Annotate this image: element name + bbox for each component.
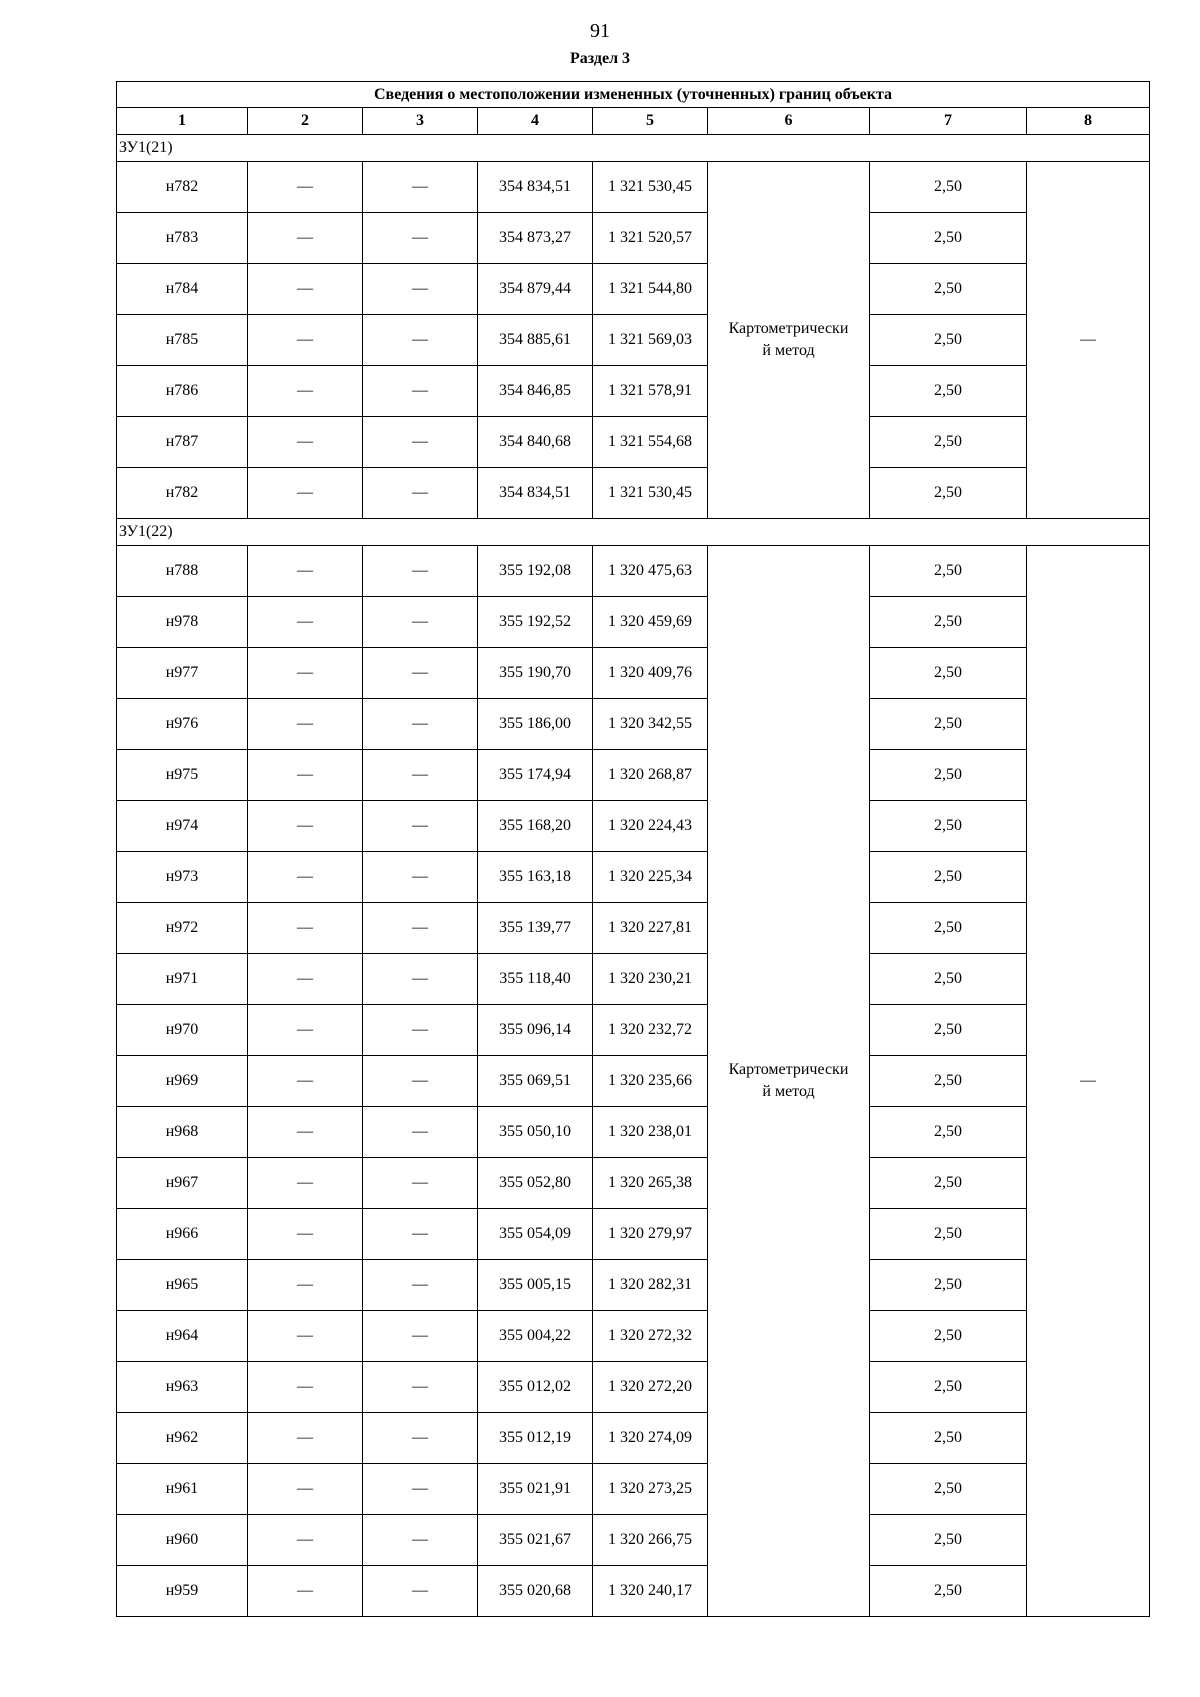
table-row	[117, 1362, 1150, 1413]
col2-cell: —	[248, 1464, 363, 1515]
col2-cell: —	[248, 699, 363, 750]
table-row	[117, 546, 1150, 597]
col3-cell: —	[363, 1515, 478, 1566]
table-row	[117, 1413, 1150, 1464]
column-header: 3	[363, 108, 478, 135]
col3-cell: —	[363, 417, 478, 468]
col8-cell: —	[1027, 162, 1150, 519]
point-name-cell: н975	[117, 750, 248, 801]
table-row	[117, 417, 1150, 468]
accuracy-cell: 2,50	[870, 852, 1027, 903]
x-coordinate-cell: 355 118,40	[478, 954, 593, 1005]
accuracy-cell: 2,50	[870, 1362, 1027, 1413]
col2-cell: —	[248, 213, 363, 264]
point-name-cell: н782	[117, 162, 248, 213]
col3-cell: —	[363, 1056, 478, 1107]
table-row	[117, 1464, 1150, 1515]
point-name-cell: н785	[117, 315, 248, 366]
col2-cell: —	[248, 162, 363, 213]
point-name-cell: н968	[117, 1107, 248, 1158]
column-header: 6	[708, 108, 870, 135]
col2-cell: —	[248, 1311, 363, 1362]
col2-cell: —	[248, 417, 363, 468]
group-label: ЗУ1(21)	[117, 135, 1150, 162]
x-coordinate-cell: 354 846,85	[478, 366, 593, 417]
x-coordinate-cell: 355 069,51	[478, 1056, 593, 1107]
point-name-cell: н977	[117, 648, 248, 699]
point-name-cell: н973	[117, 852, 248, 903]
point-name-cell: н976	[117, 699, 248, 750]
x-coordinate-cell: 354 834,51	[478, 468, 593, 519]
y-coordinate-cell: 1 320 238,01	[593, 1107, 708, 1158]
table-row	[117, 264, 1150, 315]
table-row	[117, 954, 1150, 1005]
col2-cell: —	[248, 1107, 363, 1158]
y-coordinate-cell: 1 321 530,45	[593, 162, 708, 213]
col2-cell: —	[248, 954, 363, 1005]
point-name-cell: н970	[117, 1005, 248, 1056]
point-name-cell: н972	[117, 903, 248, 954]
col3-cell: —	[363, 468, 478, 519]
col3-cell: —	[363, 1311, 478, 1362]
point-name-cell: н978	[117, 597, 248, 648]
x-coordinate-cell: 355 096,14	[478, 1005, 593, 1056]
point-name-cell: н961	[117, 1464, 248, 1515]
col2-cell: —	[248, 1260, 363, 1311]
x-coordinate-cell: 355 163,18	[478, 852, 593, 903]
y-coordinate-cell: 1 320 273,25	[593, 1464, 708, 1515]
y-coordinate-cell: 1 321 554,68	[593, 417, 708, 468]
point-name-cell: н963	[117, 1362, 248, 1413]
col3-cell: —	[363, 597, 478, 648]
y-coordinate-cell: 1 320 235,66	[593, 1056, 708, 1107]
col2-cell: —	[248, 903, 363, 954]
table-row	[117, 1107, 1150, 1158]
col3-cell: —	[363, 264, 478, 315]
col3-cell: —	[363, 162, 478, 213]
col2-cell: —	[248, 648, 363, 699]
y-coordinate-cell: 1 320 266,75	[593, 1515, 708, 1566]
method-line: й метод	[762, 1083, 815, 1100]
x-coordinate-cell: 355 012,19	[478, 1413, 593, 1464]
column-header: 2	[248, 108, 363, 135]
table-row	[117, 1515, 1150, 1566]
y-coordinate-cell: 1 320 224,43	[593, 801, 708, 852]
table-row	[117, 1311, 1150, 1362]
table-body	[117, 135, 1150, 1617]
section-title: Раздел 3	[569, 50, 631, 67]
x-coordinate-cell: 355 050,10	[478, 1107, 593, 1158]
col2-cell: —	[248, 1056, 363, 1107]
accuracy-cell: 2,50	[870, 546, 1027, 597]
table-row	[117, 162, 1150, 213]
x-coordinate-cell: 355 021,67	[478, 1515, 593, 1566]
col3-cell: —	[363, 1209, 478, 1260]
y-coordinate-cell: 1 320 272,20	[593, 1362, 708, 1413]
point-name-cell: н787	[117, 417, 248, 468]
x-coordinate-cell: 355 020,68	[478, 1566, 593, 1617]
col2-cell: —	[248, 750, 363, 801]
col2-cell: —	[248, 1158, 363, 1209]
accuracy-cell: 2,50	[870, 597, 1027, 648]
column-header: 4	[478, 108, 593, 135]
point-name-cell: н782	[117, 468, 248, 519]
table-row	[117, 801, 1150, 852]
point-name-cell: н959	[117, 1566, 248, 1617]
point-name-cell: н783	[117, 213, 248, 264]
col2-cell: —	[248, 366, 363, 417]
col3-cell: —	[363, 1005, 478, 1056]
accuracy-cell: 2,50	[870, 1311, 1027, 1362]
accuracy-cell: 2,50	[870, 1515, 1027, 1566]
method-line: Картометрически	[728, 320, 849, 337]
y-coordinate-cell: 1 320 225,34	[593, 852, 708, 903]
col3-cell: —	[363, 852, 478, 903]
table-row	[117, 315, 1150, 366]
accuracy-cell: 2,50	[870, 264, 1027, 315]
accuracy-cell: 2,50	[870, 648, 1027, 699]
y-coordinate-cell: 1 321 544,80	[593, 264, 708, 315]
x-coordinate-cell: 354 834,51	[478, 162, 593, 213]
point-name-cell: н966	[117, 1209, 248, 1260]
page-number: 91	[590, 20, 610, 42]
point-name-cell: н786	[117, 366, 248, 417]
y-coordinate-cell: 1 320 265,38	[593, 1158, 708, 1209]
accuracy-cell: 2,50	[870, 315, 1027, 366]
y-coordinate-cell: 1 320 409,76	[593, 648, 708, 699]
col3-cell: —	[363, 648, 478, 699]
accuracy-cell: 2,50	[870, 1464, 1027, 1515]
point-name-cell: н974	[117, 801, 248, 852]
col2-cell: —	[248, 1413, 363, 1464]
col3-cell: —	[363, 213, 478, 264]
col2-cell: —	[248, 264, 363, 315]
accuracy-cell: 2,50	[870, 801, 1027, 852]
accuracy-cell: 2,50	[870, 1056, 1027, 1107]
table-row	[117, 213, 1150, 264]
col2-cell: —	[248, 852, 363, 903]
column-header: 5	[593, 108, 708, 135]
method-cell	[708, 162, 870, 519]
table-row	[117, 597, 1150, 648]
accuracy-cell: 2,50	[870, 1005, 1027, 1056]
x-coordinate-cell: 354 873,27	[478, 213, 593, 264]
point-name-cell: н962	[117, 1413, 248, 1464]
y-coordinate-cell: 1 320 475,63	[593, 546, 708, 597]
table-row	[117, 1005, 1150, 1056]
col2-cell: —	[248, 1209, 363, 1260]
table-row	[117, 750, 1150, 801]
col3-cell: —	[363, 366, 478, 417]
x-coordinate-cell: 355 174,94	[478, 750, 593, 801]
group-row	[117, 135, 1150, 162]
table-row	[117, 1056, 1150, 1107]
point-name-cell: н971	[117, 954, 248, 1005]
y-coordinate-cell: 1 321 530,45	[593, 468, 708, 519]
col3-cell: —	[363, 1107, 478, 1158]
y-coordinate-cell: 1 321 520,57	[593, 213, 708, 264]
table-row	[117, 699, 1150, 750]
column-header: 1	[117, 108, 248, 135]
table-row	[117, 1158, 1150, 1209]
col2-cell: —	[248, 1566, 363, 1617]
col2-cell: —	[248, 315, 363, 366]
accuracy-cell: 2,50	[870, 1158, 1027, 1209]
col3-cell: —	[363, 1158, 478, 1209]
col2-cell: —	[248, 801, 363, 852]
table-row	[117, 1260, 1150, 1311]
accuracy-cell: 2,50	[870, 417, 1027, 468]
point-name-cell: н960	[117, 1515, 248, 1566]
x-coordinate-cell: 354 885,61	[478, 315, 593, 366]
y-coordinate-cell: 1 320 232,72	[593, 1005, 708, 1056]
col3-cell: —	[363, 1362, 478, 1413]
table-row	[117, 468, 1150, 519]
x-coordinate-cell: 354 879,44	[478, 264, 593, 315]
x-coordinate-cell: 355 139,77	[478, 903, 593, 954]
y-coordinate-cell: 1 320 279,97	[593, 1209, 708, 1260]
y-coordinate-cell: 1 321 578,91	[593, 366, 708, 417]
y-coordinate-cell: 1 320 268,87	[593, 750, 708, 801]
accuracy-cell: 2,50	[870, 699, 1027, 750]
x-coordinate-cell: 355 052,80	[478, 1158, 593, 1209]
x-coordinate-cell: 355 168,20	[478, 801, 593, 852]
point-name-cell: н969	[117, 1056, 248, 1107]
column-header: 8	[1027, 108, 1150, 135]
point-name-cell: н788	[117, 546, 248, 597]
accuracy-cell: 2,50	[870, 1413, 1027, 1464]
accuracy-cell: 2,50	[870, 366, 1027, 417]
y-coordinate-cell: 1 320 342,55	[593, 699, 708, 750]
accuracy-cell: 2,50	[870, 213, 1027, 264]
y-coordinate-cell: 1 320 272,32	[593, 1311, 708, 1362]
accuracy-cell: 2,50	[870, 1566, 1027, 1617]
table-row	[117, 1566, 1150, 1617]
boundary-coordinates-table	[116, 81, 1150, 1617]
col3-cell: —	[363, 1260, 478, 1311]
col2-cell: —	[248, 1005, 363, 1056]
x-coordinate-cell: 355 186,00	[478, 699, 593, 750]
col2-cell: —	[248, 468, 363, 519]
group-label: ЗУ1(22)	[117, 519, 1150, 546]
col3-cell: —	[363, 903, 478, 954]
col2-cell: —	[248, 1362, 363, 1413]
y-coordinate-cell: 1 321 569,03	[593, 315, 708, 366]
table-row	[117, 852, 1150, 903]
col3-cell: —	[363, 750, 478, 801]
method-cell	[708, 546, 870, 1617]
x-coordinate-cell: 355 004,22	[478, 1311, 593, 1362]
point-name-cell: н967	[117, 1158, 248, 1209]
group-row	[117, 519, 1150, 546]
point-name-cell: н964	[117, 1311, 248, 1362]
table-row	[117, 903, 1150, 954]
accuracy-cell: 2,50	[870, 954, 1027, 1005]
col3-cell: —	[363, 546, 478, 597]
col3-cell: —	[363, 1464, 478, 1515]
col3-cell: —	[363, 315, 478, 366]
point-name-cell: н965	[117, 1260, 248, 1311]
point-name-cell: н784	[117, 264, 248, 315]
y-coordinate-cell: 1 320 282,31	[593, 1260, 708, 1311]
table-row	[117, 366, 1150, 417]
col3-cell: —	[363, 699, 478, 750]
accuracy-cell: 2,50	[870, 1209, 1027, 1260]
col2-cell: —	[248, 546, 363, 597]
column-header-row	[117, 108, 1150, 135]
col3-cell: —	[363, 801, 478, 852]
x-coordinate-cell: 355 054,09	[478, 1209, 593, 1260]
x-coordinate-cell: 355 005,15	[478, 1260, 593, 1311]
col8-cell: —	[1027, 546, 1150, 1617]
accuracy-cell: 2,50	[870, 468, 1027, 519]
method-line: й метод	[762, 342, 815, 359]
column-header: 7	[870, 108, 1027, 135]
x-coordinate-cell: 354 840,68	[478, 417, 593, 468]
accuracy-cell: 2,50	[870, 1107, 1027, 1158]
accuracy-cell: 2,50	[870, 903, 1027, 954]
table-row	[117, 1209, 1150, 1260]
col3-cell: —	[363, 954, 478, 1005]
col3-cell: —	[363, 1566, 478, 1617]
accuracy-cell: 2,50	[870, 750, 1027, 801]
x-coordinate-cell: 355 192,52	[478, 597, 593, 648]
table-caption: Сведения о местоположении измененных (уточненных) границ объекта	[117, 82, 1150, 108]
x-coordinate-cell: 355 012,02	[478, 1362, 593, 1413]
col2-cell: —	[248, 597, 363, 648]
y-coordinate-cell: 1 320 230,21	[593, 954, 708, 1005]
col3-cell: —	[363, 1413, 478, 1464]
y-coordinate-cell: 1 320 274,09	[593, 1413, 708, 1464]
table-row	[117, 648, 1150, 699]
x-coordinate-cell: 355 021,91	[478, 1464, 593, 1515]
accuracy-cell: 2,50	[870, 162, 1027, 213]
x-coordinate-cell: 355 192,08	[478, 546, 593, 597]
y-coordinate-cell: 1 320 240,17	[593, 1566, 708, 1617]
accuracy-cell: 2,50	[870, 1260, 1027, 1311]
x-coordinate-cell: 355 190,70	[478, 648, 593, 699]
method-line: Картометрически	[728, 1061, 849, 1078]
y-coordinate-cell: 1 320 459,69	[593, 597, 708, 648]
col2-cell: —	[248, 1515, 363, 1566]
y-coordinate-cell: 1 320 227,81	[593, 903, 708, 954]
